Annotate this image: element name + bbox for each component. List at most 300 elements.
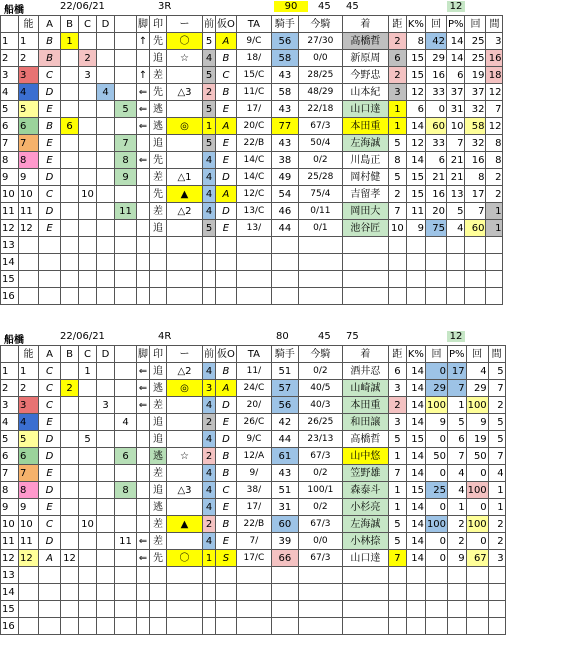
cell-col-b: [79, 601, 97, 618]
cell-today-jockey: 山本紀: [342, 84, 388, 101]
cell-col-c: [97, 380, 115, 397]
cell-jockey-stat: 67/3: [298, 516, 342, 533]
col-header-col-c: D: [97, 16, 115, 33]
cell-trend: [137, 448, 150, 465]
cell-distance: 12: [406, 84, 425, 101]
cell-distance: 15: [406, 67, 425, 84]
cell-col-d: [115, 380, 137, 397]
cell-col-c: [97, 465, 115, 482]
cell-provisional-o: 12/C: [236, 186, 271, 203]
cell-row-no: 16: [1, 288, 19, 305]
cell-horse-no: 8: [19, 152, 39, 169]
cell-today-jockey: 和田譲: [342, 414, 388, 431]
cell-col-a: [61, 601, 79, 618]
cell-trend: [137, 237, 150, 254]
cell-style: [150, 584, 167, 601]
cell-col-a: [61, 516, 79, 533]
cell-provisional-o: 22/B: [236, 135, 271, 152]
cell-style: 追: [150, 50, 167, 67]
cell-ta: 58: [271, 50, 298, 67]
cell-p-pct: 100: [466, 516, 488, 533]
col-header-jockey-stat: 今騎: [298, 16, 342, 33]
cell-ta: 60: [271, 516, 298, 533]
cell-p-pct: 4: [466, 363, 488, 380]
table-row: [1, 203, 503, 220]
col-header-style: 印: [150, 16, 167, 33]
cell-p-pct: 8: [465, 169, 486, 186]
cell-row-no: 14: [1, 584, 19, 601]
cell-ta: [271, 237, 298, 254]
cell-col-b: [79, 33, 97, 50]
cell-col-d: [115, 186, 137, 203]
cell-k-pct: 16: [425, 186, 446, 203]
cell-distance: 14: [406, 397, 425, 414]
cell-col-a: [61, 186, 79, 203]
table-row: [1, 516, 506, 533]
cell-ability: C: [39, 380, 61, 397]
cell-style: [150, 271, 167, 288]
cell-horse-no: 12: [19, 220, 39, 237]
cell-col-b: 10: [79, 516, 97, 533]
cell-trend: [137, 431, 150, 448]
cell-k-count: 31: [446, 101, 465, 118]
cell-p-pct: [466, 567, 488, 584]
cell-today-jockey: 川島正: [342, 152, 388, 169]
cell-k-pct: 6: [425, 152, 446, 169]
cell-col-d: [115, 288, 137, 305]
cell-finish: 1: [388, 448, 406, 465]
cell-trend: [137, 584, 150, 601]
cell-style: [150, 237, 167, 254]
cell-dash: 4: [203, 482, 216, 499]
cell-finish: 2: [388, 33, 406, 50]
cell-row-no: 11: [1, 203, 19, 220]
cell-ta: 46: [271, 203, 298, 220]
cell-p-pct: 58: [465, 118, 486, 135]
cell-interval: 8: [486, 135, 503, 152]
cell-col-a: [61, 254, 79, 271]
cell-provisional-o: 9/C: [236, 431, 271, 448]
cell-pos: E: [216, 533, 237, 550]
cell-col-d: [115, 499, 137, 516]
cell-style: [150, 288, 167, 305]
cell-mark: [167, 254, 203, 271]
cell-pos: E: [216, 135, 237, 152]
cell-jockey-stat: 50/4: [298, 135, 342, 152]
cell-col-b: [79, 499, 97, 516]
cell-col-a: [61, 237, 79, 254]
cell-k-count: 14: [446, 33, 465, 50]
cell-k-pct: 75: [425, 220, 446, 237]
cell-finish: 5: [388, 431, 406, 448]
cell-ta: 49: [271, 169, 298, 186]
cell-col-a: [61, 203, 79, 220]
jockey-header-1: 45: [318, 331, 331, 342]
table-row: [1, 67, 503, 84]
cell-distance: 14: [406, 152, 425, 169]
cell-col-c: [97, 101, 115, 118]
cell-pos: B: [216, 50, 237, 67]
cell-trend: ↑: [137, 33, 150, 50]
cell-jockey-stat: 67/3: [298, 448, 342, 465]
cell-pos: E: [216, 101, 237, 118]
cell-row-no: 1: [1, 363, 19, 380]
cell-ability: C: [39, 363, 61, 380]
cell-dash: 2: [203, 448, 216, 465]
table-row: [1, 50, 503, 67]
cell-dash: 4: [203, 169, 216, 186]
cell-interval: 4: [488, 465, 505, 482]
cell-mark: △3: [167, 84, 203, 101]
table-row: [1, 220, 503, 237]
cell-k-pct: [425, 567, 447, 584]
cell-style: [150, 601, 167, 618]
cell-pos: D: [216, 203, 237, 220]
cell-k-count: [448, 567, 467, 584]
cell-col-b: [79, 84, 97, 101]
cell-k-pct: 33: [425, 135, 446, 152]
cell-interval: 3: [488, 550, 505, 567]
cell-ability: D: [39, 203, 61, 220]
cell-ta: 58: [271, 84, 298, 101]
cell-trend: ⇐: [137, 397, 150, 414]
cell-row-no: 6: [1, 118, 19, 135]
cell-k-count: 4: [446, 220, 465, 237]
cell-ta: 61: [271, 448, 298, 465]
cell-today-jockey: [342, 618, 388, 635]
cell-distance: 14: [406, 363, 425, 380]
cell-k-pct: [425, 271, 446, 288]
col-header-dash: 前: [203, 346, 216, 363]
cell-ability: [39, 584, 61, 601]
col-header-style: 印: [150, 346, 167, 363]
cell-jockey-stat: [298, 271, 342, 288]
cell-p-pct: 19: [465, 67, 486, 84]
cell-distance: 8: [406, 33, 425, 50]
cell-mark: [167, 465, 203, 482]
col-header-provisional-o: TA: [236, 346, 271, 363]
cell-horse-no: 1: [19, 363, 39, 380]
cell-p-pct: 19: [466, 431, 488, 448]
cell-col-a: [61, 135, 79, 152]
cell-trend: [137, 499, 150, 516]
cell-trend: [137, 288, 150, 305]
ta-header-value: 90: [274, 1, 308, 12]
cell-pos: E: [216, 414, 237, 431]
cell-jockey-stat: 100/1: [298, 482, 342, 499]
cell-distance: 14: [406, 380, 425, 397]
cell-row-no: 6: [1, 448, 19, 465]
cell-k-count: 2: [448, 533, 467, 550]
cell-provisional-o: [236, 237, 271, 254]
cell-p-pct: 0: [466, 533, 488, 550]
table-row: [1, 169, 503, 186]
cell-k-pct: 20: [425, 203, 446, 220]
cell-style: 追: [150, 135, 167, 152]
cell-ability: E: [39, 414, 61, 431]
cell-distance: 11: [406, 203, 425, 220]
cell-style: 差: [150, 203, 167, 220]
col-header-col-b: C: [79, 346, 97, 363]
cell-col-d: [115, 601, 137, 618]
cell-dash: 5: [203, 33, 216, 50]
cell-mark: [167, 601, 203, 618]
table-row: [1, 397, 506, 414]
cell-today-jockey: 新原周: [342, 50, 388, 67]
cell-style: 追: [150, 220, 167, 237]
cell-horse-no: 4: [19, 414, 39, 431]
cell-pos: C: [216, 67, 237, 84]
cell-ability: D: [39, 431, 61, 448]
cell-p-pct: [466, 618, 488, 635]
cell-k-count: 6: [448, 431, 467, 448]
cell-distance: [406, 567, 425, 584]
cell-trend: [137, 220, 150, 237]
cell-ta: 57: [271, 380, 298, 397]
cell-jockey-stat: 67/3: [298, 118, 342, 135]
cell-interval: [488, 584, 505, 601]
cell-interval: 1: [488, 499, 505, 516]
cell-col-d: 9: [115, 169, 137, 186]
cell-k-pct: 60: [425, 118, 446, 135]
cell-col-b: [79, 288, 97, 305]
jockey-header-1: 45: [318, 1, 331, 12]
cell-ta: [271, 567, 298, 584]
cell-col-a: [61, 584, 79, 601]
cell-ability: [39, 601, 61, 618]
cell-horse-no: 2: [19, 50, 39, 67]
cell-k-pct: 0: [425, 431, 447, 448]
table-row: [1, 135, 503, 152]
table-row: [1, 533, 506, 550]
cell-row-no: 14: [1, 254, 19, 271]
cell-pos: [216, 288, 237, 305]
col-header-distance: K%: [406, 16, 425, 33]
cell-distance: 14: [406, 465, 425, 482]
col-header-ability: A: [39, 16, 61, 33]
cell-ta: 43: [271, 465, 298, 482]
cell-ability: B: [39, 118, 61, 135]
cell-row-no: 4: [1, 84, 19, 101]
cell-row-no: 13: [1, 237, 19, 254]
cell-p-pct: 0: [466, 499, 488, 516]
cell-style: 差: [150, 67, 167, 84]
cell-finish: [388, 271, 406, 288]
cell-k-pct: 100: [425, 397, 447, 414]
table-row: [1, 152, 503, 169]
table-row: [1, 186, 503, 203]
cell-jockey-stat: [298, 288, 342, 305]
race-number: 4R: [158, 331, 172, 342]
cell-interval: 1: [486, 203, 503, 220]
cell-k-pct: 0: [425, 499, 447, 516]
cell-finish: [388, 567, 406, 584]
cell-ability: B: [39, 33, 61, 50]
cell-row-no: 15: [1, 271, 19, 288]
cell-finish: 6: [388, 50, 406, 67]
cell-pos: [216, 237, 237, 254]
cell-jockey-stat: [298, 237, 342, 254]
cell-col-a: [61, 499, 79, 516]
cell-provisional-o: [236, 271, 271, 288]
cell-jockey-stat: 75/4: [298, 186, 342, 203]
cell-horse-no: 9: [19, 169, 39, 186]
cell-jockey-stat: 28/25: [298, 67, 342, 84]
cell-finish: 1: [388, 482, 406, 499]
col-header-finish: 距: [388, 16, 406, 33]
cell-ability: [39, 567, 61, 584]
table-row: [1, 414, 506, 431]
cell-pos: B: [216, 516, 237, 533]
cell-finish: [388, 288, 406, 305]
cell-distance: 15: [406, 169, 425, 186]
col-header-interval: 間: [486, 16, 503, 33]
cell-horse-no: 7: [19, 135, 39, 152]
cell-row-no: 15: [1, 601, 19, 618]
table-row: [1, 118, 503, 135]
cell-trend: [137, 465, 150, 482]
col-header-mark: ー: [167, 16, 203, 33]
cell-jockey-stat: [298, 584, 342, 601]
cell-trend: ⇐: [137, 380, 150, 397]
cell-k-count: 9: [448, 550, 467, 567]
cell-col-d: [115, 220, 137, 237]
cell-col-a: 6: [61, 118, 79, 135]
cell-provisional-o: 24/C: [236, 380, 271, 397]
col-header-k-pct: 回: [425, 346, 447, 363]
cell-pos: [216, 271, 237, 288]
cell-col-a: [61, 465, 79, 482]
cell-provisional-o: [236, 601, 271, 618]
cell-mark: ▲: [167, 186, 203, 203]
cell-pos: A: [216, 186, 237, 203]
cell-provisional-o: 17/: [236, 101, 271, 118]
cell-p-pct: 100: [466, 397, 488, 414]
cell-horse-no: [19, 567, 39, 584]
cell-today-jockey: [342, 567, 388, 584]
cell-col-c: [97, 118, 115, 135]
cell-finish: 5: [388, 516, 406, 533]
cell-dash: [203, 601, 216, 618]
col-header-pos: 仮O: [216, 16, 237, 33]
cell-col-c: [97, 567, 115, 584]
cell-col-c: [97, 550, 115, 567]
table-row: [1, 601, 506, 618]
cell-finish: 7: [388, 550, 406, 567]
cell-today-jockey: 森泰斗: [342, 482, 388, 499]
cell-col-d: [115, 567, 137, 584]
col-header-p-pct: 回: [465, 16, 486, 33]
cell-k-count: 6: [446, 67, 465, 84]
cell-col-d: [115, 237, 137, 254]
cell-today-jockey: 山中悠: [342, 448, 388, 465]
cell-k-count: [446, 288, 465, 305]
cell-style: 逃: [150, 380, 167, 397]
cell-k-count: 21: [446, 169, 465, 186]
cell-ability: C: [39, 397, 61, 414]
col-header-col-b: C: [79, 16, 97, 33]
cell-p-pct: 9: [466, 414, 488, 431]
cell-style: 差: [150, 397, 167, 414]
col-header-trend: 脚: [137, 16, 150, 33]
date-label: 22/06/21: [60, 331, 105, 342]
cell-provisional-o: 14/C: [236, 152, 271, 169]
cell-dash: [203, 271, 216, 288]
cell-today-jockey: 山口達: [342, 550, 388, 567]
cell-jockey-stat: 26/25: [298, 414, 342, 431]
cell-k-count: 37: [446, 84, 465, 101]
cell-jockey-stat: 67/3: [298, 550, 342, 567]
cell-distance: [406, 601, 425, 618]
cell-horse-no: 1: [19, 33, 39, 50]
cell-col-c: [97, 516, 115, 533]
cell-style: [150, 618, 167, 635]
cell-k-pct: [425, 584, 447, 601]
table-row: [1, 499, 506, 516]
cell-col-d: [115, 271, 137, 288]
cell-finish: 5: [388, 169, 406, 186]
cell-interval: [486, 271, 503, 288]
cell-trend: ⇐: [137, 550, 150, 567]
cell-interval: 5: [488, 414, 505, 431]
cell-ability: C: [39, 516, 61, 533]
race-table: [0, 345, 506, 635]
cell-ta: [271, 271, 298, 288]
race-table: [0, 15, 503, 305]
cell-row-no: 3: [1, 67, 19, 84]
race-block-4r: [0, 330, 573, 632]
cell-k-count: 7: [448, 380, 467, 397]
cell-col-c: 3: [97, 397, 115, 414]
cell-col-b: [79, 101, 97, 118]
col-header-k-pct: 回: [425, 16, 446, 33]
cell-jockey-stat: 0/2: [298, 363, 342, 380]
cell-ability: C: [39, 186, 61, 203]
cell-k-pct: 50: [425, 448, 447, 465]
cell-jockey-stat: 0/2: [298, 152, 342, 169]
cell-col-a: [61, 533, 79, 550]
cell-pos: A: [216, 33, 237, 50]
cell-mark: [167, 220, 203, 237]
cell-dash: 4: [203, 186, 216, 203]
cell-p-pct: [466, 584, 488, 601]
cell-jockey-stat: 0/1: [298, 220, 342, 237]
cell-dash: 5: [203, 135, 216, 152]
cell-jockey-stat: 0/0: [298, 533, 342, 550]
cell-style: 差: [150, 516, 167, 533]
cell-style: 逃: [150, 101, 167, 118]
cell-horse-no: 9: [19, 499, 39, 516]
cell-col-a: [61, 414, 79, 431]
cell-today-jockey: [342, 601, 388, 618]
cell-today-jockey: 左海誠: [342, 516, 388, 533]
cell-pos: S: [216, 550, 237, 567]
cell-col-a: [61, 448, 79, 465]
cell-col-d: [115, 50, 137, 67]
cell-ta: 39: [271, 533, 298, 550]
cell-col-b: [79, 414, 97, 431]
cell-k-pct: 42: [425, 33, 446, 50]
cell-style: 差: [150, 169, 167, 186]
cell-row-no: 9: [1, 499, 19, 516]
cell-k-count: 10: [446, 118, 465, 135]
col-header-horse-no: 能: [19, 346, 39, 363]
cell-p-pct: 37: [465, 84, 486, 101]
cell-k-count: 14: [446, 50, 465, 67]
cell-distance: 15: [406, 482, 425, 499]
cell-row-no: 11: [1, 533, 19, 550]
col-header-dash: 前: [203, 16, 216, 33]
